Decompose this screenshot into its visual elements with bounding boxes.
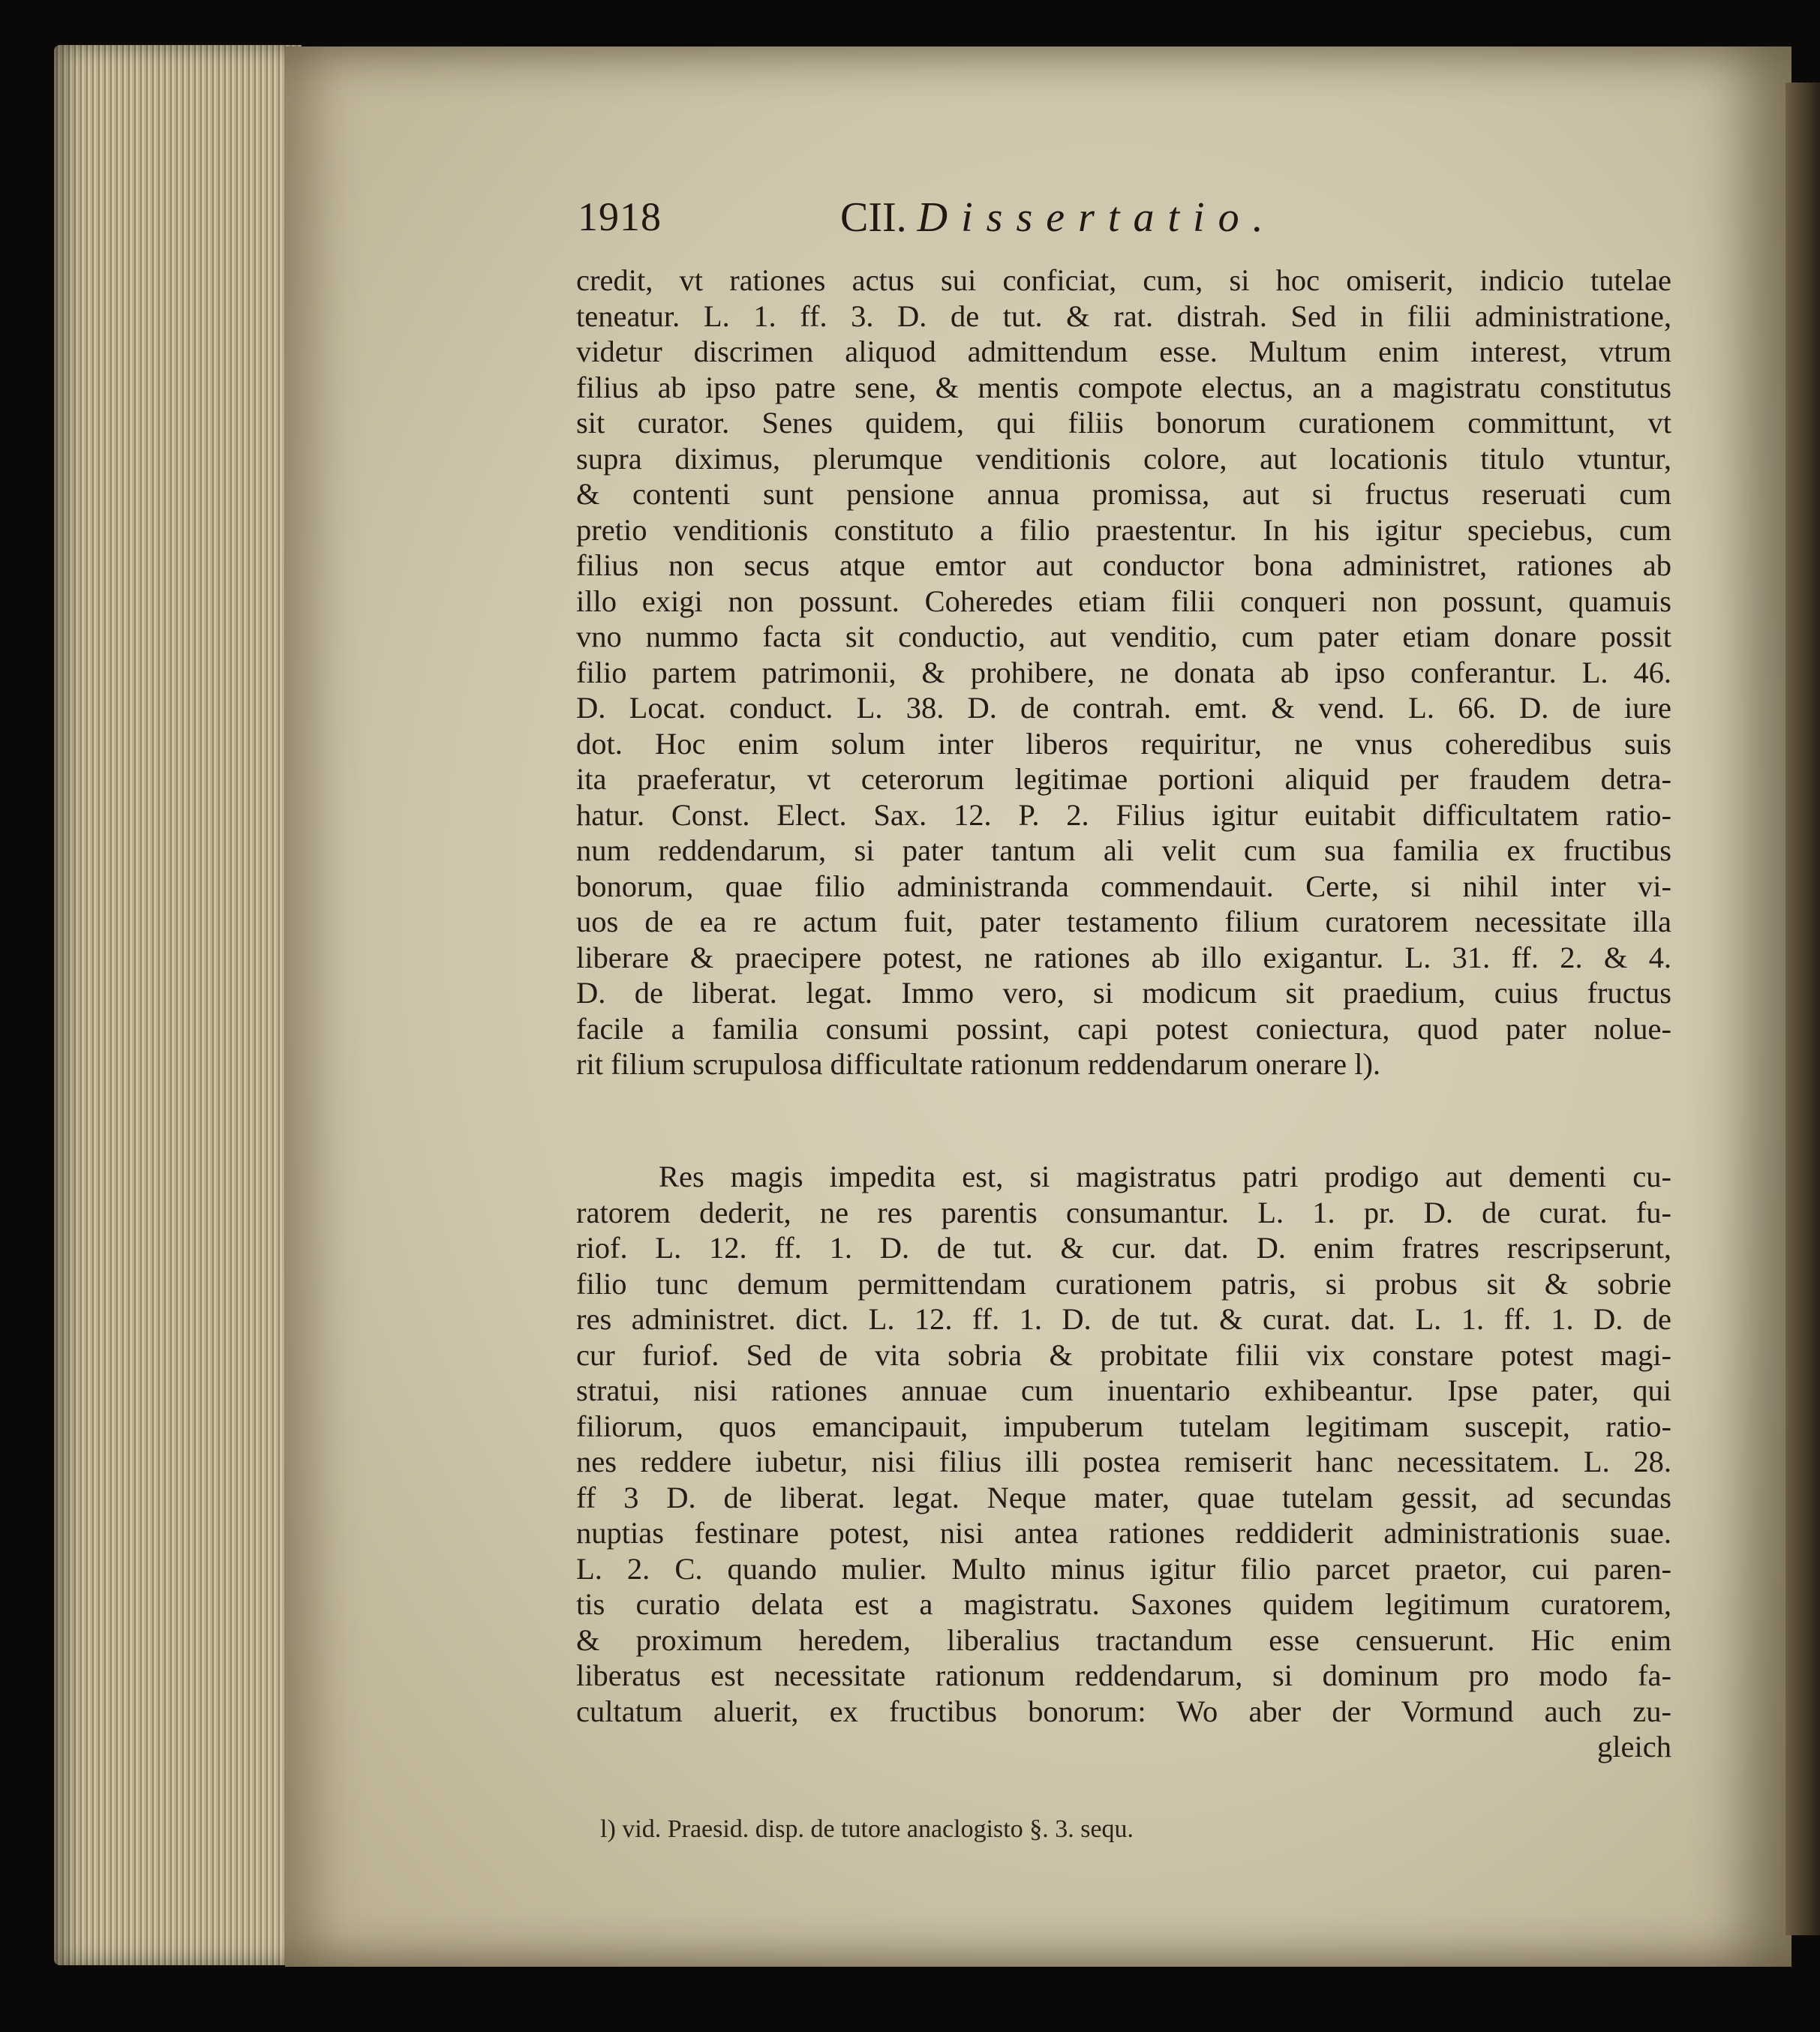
text-line: stratui, nisi rationes annuae cum inuentario exhibeantur. Ipse pater, qui xyxy=(576,1373,1671,1407)
text-line: nes reddere iubetur, nisi filius illi postea remiserit hanc necessitatem. L. 28. xyxy=(576,1445,1671,1478)
text-line: filius non secus atque emtor aut conductor bona administret, rationes ab xyxy=(576,548,1671,582)
text-line: facile a familia consumi possint, capi potest coniectura, quod pater noluе- xyxy=(576,1011,1671,1046)
text-line: vno nummo facta sit conductio, aut venditio, cum pater etiam donare possit xyxy=(576,620,1671,653)
text-line: cur furiof. Sed de vita sobria & probitate filii vix constare potest magi- xyxy=(576,1337,1671,1372)
text-line: num reddendarum, si pater tantum ali velit cum sua familia ex fructibus xyxy=(576,833,1671,867)
text-line: hatur. Const. Elect. Sax. 12. P. 2. Filius igitur euitabit difficultatem ratio- xyxy=(576,797,1671,832)
text-line: riof. L. 12. ff. 1. D. de tut. & cur. dat. D. enim fratres rescripserunt, xyxy=(576,1231,1671,1265)
text-line: sit curator. Senes quidem, qui filiis bonorum curationem committunt, vt xyxy=(576,406,1671,440)
running-head-title: Dissertatio. xyxy=(917,194,1277,241)
text-line: L. 2. C. quando mulier. Multo minus igitur filio parcet praetor, cui paren- xyxy=(576,1551,1671,1586)
text-line: & proximum heredem, liberalius tractandum esse censuerunt. Hic enim xyxy=(576,1622,1671,1657)
text-line: credit, vt rationes actus sui conficiat, cum, si hoc omiserit, indicio tutelae xyxy=(576,263,1671,297)
text-line: pretio venditionis constituto a filio praestentur. In his igitur speciebus, cum xyxy=(576,512,1671,547)
running-head-number: CII. xyxy=(840,194,907,241)
paragraph-1 xyxy=(576,263,1671,1082)
text-line: ff 3 D. de liberat. legat. Neque mater, quae tutelam gessit, ad secundas xyxy=(576,1480,1671,1514)
text-line: tis curatio delata est a magistratu. Saxones quidem legitimum curatorem, xyxy=(576,1587,1671,1621)
page-number: 1918 xyxy=(578,194,662,239)
running-head xyxy=(840,194,1277,242)
text-line: cultatum aluerit, ex fructibus bonorum: Wo aber der Vormund auch zu- xyxy=(576,1694,1671,1728)
text-line: D. de liberat. legat. Immo vero, si modicum sit praedium, cuius fructus xyxy=(576,976,1671,1010)
text-line: uos de ea re actum fuit, pater testamento filium curatorem necessitate illa xyxy=(576,905,1671,938)
text-line: filio partem patrimonii, & prohibere, ne donata ab ipso conferantur. L. 46. xyxy=(576,655,1671,689)
text-line: teneatur. L. 1. ff. 3. D. de tut. & rat. distrah. Sed in filii administratione, xyxy=(576,299,1671,333)
text-line: supra diximus, plerumque venditionis colore, aut locationis titulo vtuntur, xyxy=(576,441,1671,476)
page-header xyxy=(578,194,1703,254)
text-line: filio tunc demum permittendam curationem patris, si probus sit & sobrie xyxy=(576,1266,1671,1301)
paragraph-2 xyxy=(576,1159,1671,1765)
text-line: videtur discrimen aliquod admittendum esse. Multum enim interest, vtrum xyxy=(576,335,1671,368)
text-line: filius ab ipso patre sene, & mentis compote electus, an a magistratu constitutus xyxy=(576,370,1671,404)
text-line: bonorum, quae filio administranda commendauit. Certe, si nihil inter vi- xyxy=(576,869,1671,903)
text-line: liberare & praecipere potest, ne rationes ab illo exigantur. L. 31. ff. 2. & 4. xyxy=(576,940,1671,974)
text-line: Res magis impedita est, si magistratus patri prodigo aut dementi cu- xyxy=(659,1160,1671,1193)
text-line: res administret. dict. L. 12. ff. 1. D. de tut. & curat. dat. L. 1. ff. 1. D. de xyxy=(576,1302,1671,1336)
text-line: filiorum, quos emancipauit, impuberum tutelam legitimam suscepit, ratio- xyxy=(576,1409,1671,1443)
text-line: D. Locat. conduct. L. 38. D. de contrah. emt. & vend. L. 66. D. de iure xyxy=(576,691,1671,725)
catchword: gleich xyxy=(1597,1730,1671,1763)
page-edges xyxy=(54,45,302,1965)
text-line: ita praeferatur, vt ceterorum legitimae portioni aliquid per fraudem detra- xyxy=(576,762,1671,796)
text-line: ratorem dederit, ne res parentis consumantur. L. 1. pr. D. de curat. fu- xyxy=(576,1195,1671,1229)
text-line: dot. Hoc enim solum inter liberos requiritur, ne vnus coheredibus suis xyxy=(576,726,1671,761)
text-line: rit filium scrupulosa difficultate rationum reddendarum onerare l). xyxy=(576,1047,1381,1081)
text-line: liberatus est necessitate rationum reddendarum, si dominum pro modo fa- xyxy=(576,1658,1671,1692)
facing-page-edge xyxy=(1785,83,1820,1935)
text-line: illo exigi non possunt. Coheredes etiam filii conqueri non possunt, quamuis xyxy=(576,584,1671,618)
text-line: nuptias festinare potest, nisi antea rationes reddiderit administrationis suae. xyxy=(576,1516,1671,1550)
text-line: & contenti sunt pensione annua promissa, aut si fructus reseruati cum xyxy=(576,477,1671,511)
footnote: l) vid. Praesid. disp. de tutore anaclogisto §. 3. sequ. xyxy=(600,1815,1134,1843)
